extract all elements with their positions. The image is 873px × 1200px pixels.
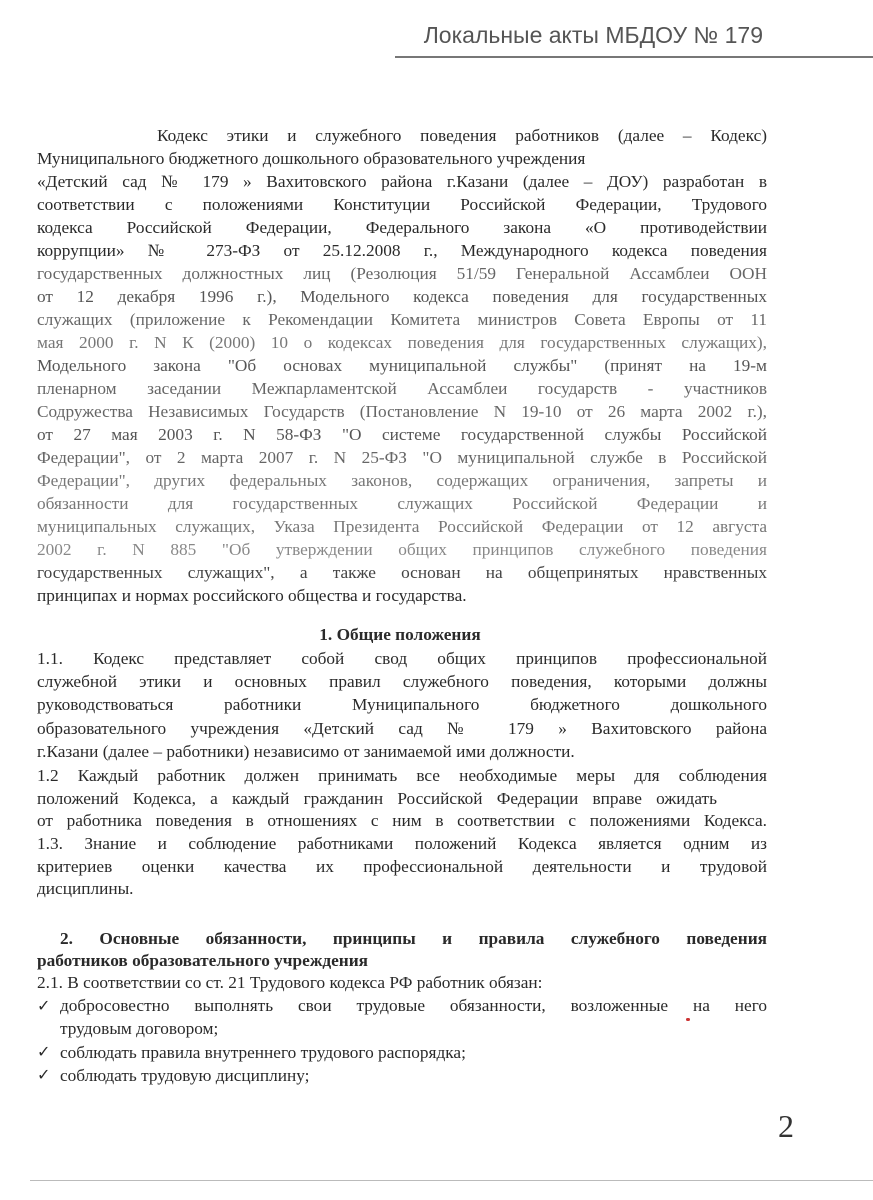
text-line: кодекса Российской Федерации, Федерального закона «О противодействии	[37, 218, 767, 237]
text-line: принципах и нормах российского общества и государства.	[37, 586, 467, 605]
text-line: служебной этики и основных правил служебного поведения, которыми должны	[37, 672, 767, 691]
text-line: пленарном заседании Межпарламентской Ассамблеи государств - участников	[37, 379, 767, 398]
text-line: Муниципального бюджетного дошкольного образовательного учреждения	[37, 149, 586, 168]
text-line: Кодекс этики и служебного поведения работников (далее – Кодекс)	[157, 126, 767, 145]
text-line: 1.1. Кодекс представляет собой свод общих принципов профессиональной	[37, 649, 767, 668]
text-line: Модельного закона "Об основах муниципальной службы" (принят на 19-м	[37, 356, 767, 375]
text-line: «Детский сад № 179 » Вахитовского района г.Казани (далее – ДОУ) разработан в	[37, 172, 767, 191]
text-line: Содружества Независимых Государств (Постановление N 19-10 от 26 марта 2002 г.),	[37, 402, 767, 421]
text-line: дисциплины.	[37, 879, 134, 898]
section-heading: 2. Основные обязанности, принципы и правила служебного поведения	[60, 929, 767, 948]
text-line: от работника поведения в отношениях с ним в соответствии с положениями Кодекса.	[37, 811, 767, 830]
text-line: муниципальных служащих, Указа Президента Российской Федерации от 12 августа	[37, 517, 767, 536]
text-line: служащих (приложение к Рекомендации Комитета министров Совета Европы от 11	[37, 310, 767, 329]
header-rule	[395, 56, 873, 58]
section-heading: работников образовательного учреждения	[37, 951, 369, 970]
list-item: соблюдать трудовую дисциплину;	[60, 1066, 310, 1085]
list-item-continuation: трудовым договором;	[60, 1019, 219, 1038]
check-icon: ✓	[37, 1044, 51, 1061]
check-icon: ✓	[37, 998, 51, 1015]
text-line: 2002 г. N 885 "Об утверждении общих принципов служебного поведения	[37, 540, 767, 559]
text-line: Федерации", других федеральных законов, содержащих ограничения, запреты и	[37, 471, 767, 490]
page-number: 2	[778, 1108, 794, 1144]
check-icon: ✓	[37, 1067, 51, 1084]
text-line: 1.3. Знание и соблюдение работниками положений Кодекса является одним из	[37, 834, 767, 853]
text-line: государственных служащих", а также основан на общепринятых нравственных	[37, 563, 767, 582]
text-line: 2.1. В соответствии со ст. 21 Трудового кодекса РФ работник обязан:	[37, 973, 543, 992]
text-line: 1.2 Каждый работник должен принимать все необходимые меры для соблюдения	[37, 766, 767, 785]
section-heading: 1. Общие положения	[319, 625, 481, 644]
list-item: соблюдать правила внутреннего трудового распорядка;	[60, 1043, 466, 1062]
text-line: образовательного учреждения «Детский сад № 179 » Вахитовского района	[37, 719, 767, 738]
text-line: обязанности для государственных служащих Российской Федерации и	[37, 494, 767, 513]
list-item: добросовестно выполнять свои трудовые обязанности, возложенные на него	[60, 996, 767, 1015]
text-line: соответствии с положениями Конституции Российской Федерации, Трудового	[37, 195, 767, 214]
text-line: критериев оценки качества их профессиональной деятельности и трудовой	[37, 857, 767, 876]
scan-mark	[686, 1018, 690, 1021]
text-line: от 27 мая 2003 г. N 58-ФЗ "О системе государственной службы Российской	[37, 425, 767, 444]
text-line: от 12 декабря 1996 г.), Модельного кодекса поведения для государственных	[37, 287, 767, 306]
text-line: руководствоваться работники Муниципального бюджетного дошкольного	[37, 695, 767, 714]
text-line: государственных должностных лиц (Резолюция 51/59 Генеральной Ассамблеи ООН	[37, 264, 767, 283]
document-header: Локальные акты МБДОУ № 179	[423, 22, 763, 48]
text-line: положений Кодекса, а каждый гражданин Российской Федерации вправе ожидать	[37, 789, 717, 808]
text-line: Федерации", от 2 марта 2007 г. N 25-ФЗ "О муниципальной службе в Российской	[37, 448, 767, 467]
footer-rule	[30, 1180, 873, 1181]
text-line: мая 2000 г. N К (2000) 10 о кодексах поведения для государственных служащих),	[37, 333, 767, 352]
text-line: г.Казани (далее – работники) независимо от занимаемой ими должности.	[37, 742, 575, 761]
text-line: коррупции» № 273-ФЗ от 25.12.2008 г., Международного кодекса поведения	[37, 241, 767, 260]
